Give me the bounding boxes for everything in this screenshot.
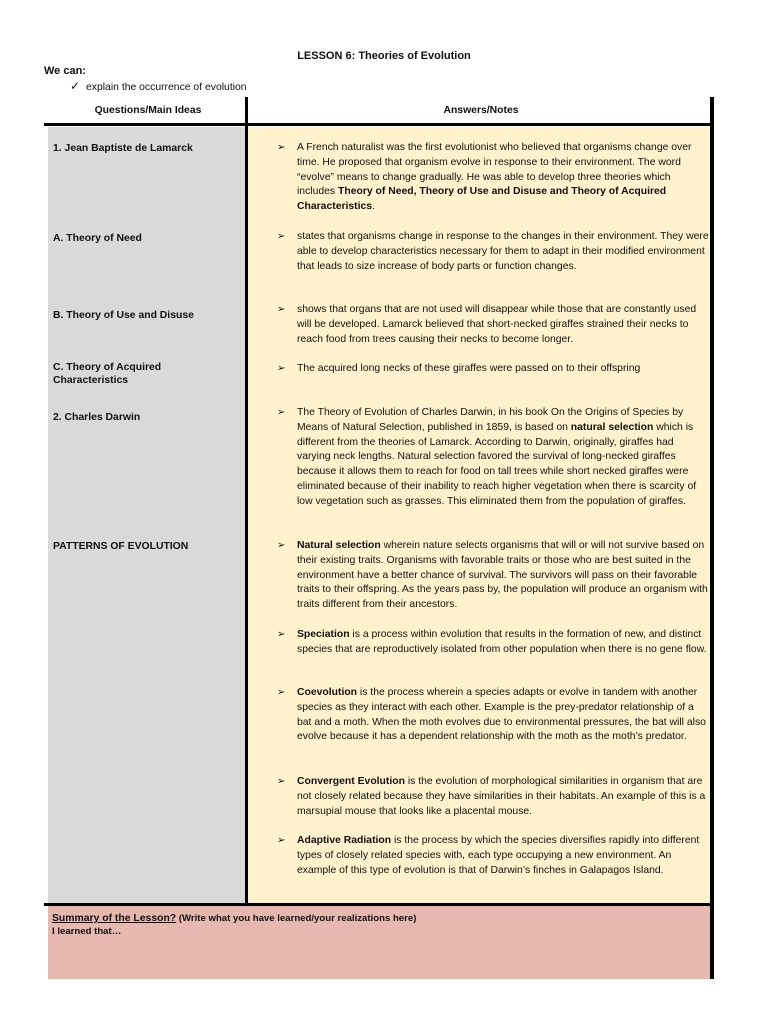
answer-text-run: The Theory of Evolution of Charles Darwin, in his book On the Origins of Species by Means of Natural Selection, published in 1859, is based on (297, 407, 684, 433)
answer-text (297, 539, 709, 613)
bullet-arrow-icon: ➢ (277, 835, 286, 846)
objective-text: explain the occurrence of evolution (86, 82, 247, 93)
answer-bold-term: Coevolution (297, 687, 358, 698)
question-darwin: 2. Charles Darwin (53, 412, 141, 423)
answer-text (297, 362, 709, 377)
bullet-arrow-icon: ➢ (277, 304, 286, 315)
header-questions: Questions/Main Ideas (94, 105, 202, 116)
notes-table-header (44, 97, 714, 126)
answer-text (297, 230, 709, 274)
answer-text-run: which is different from the theories of Lamarck. According to Darwin, originally, giraffes had varying neck lengths. Natural selection favored the survival of long-necked giraffes because it allows them to reach for food on tall trees while short necked giraffes were eliminated because of their inability to reach higher vegetation when there is scarcity of low vegetation such as grasses. This eliminated them from the population of giraffes. (297, 421, 697, 507)
check-icon: ✓ (70, 79, 81, 93)
bullet-arrow-icon: ➢ (277, 407, 286, 418)
bullet-arrow-icon: ➢ (277, 231, 286, 242)
answer-text-run: is the process wherein a species adapts or evolve in tandem with another species as they interact with each other. Example is the prey-predator relationship of a bat and a moth. When the moth evolves due to environmental pressures, the bat will also evolve because it has a dependent relationship with the moth as the moth’s predator. (297, 687, 706, 743)
bullet-arrow-icon: ➢ (277, 776, 286, 787)
answer-text (297, 686, 709, 745)
answer-bold-term: natural selection (570, 421, 654, 433)
question-acquired-characteristics: C. Theory of Acquired Characteristics (53, 362, 162, 386)
answer-bold-term: Speciation (297, 629, 350, 640)
bullet-arrow-icon: ➢ (277, 540, 286, 551)
summary-heading: Summary of the Lesson? (52, 913, 177, 924)
answer-bold-term: Adaptive Radiation (297, 835, 392, 846)
header-answers: Answers/Notes (443, 105, 519, 116)
answer-theory-of-need (277, 230, 709, 274)
bullet-arrow-icon: ➢ (277, 629, 286, 640)
answer-text-run: is the evolution of morphological similarities in organism that are not closely related because they have similarities in their habitats. An example of this is a marsupial mouse that looks like a placental mouse. (297, 776, 706, 817)
answer-natural-selection (277, 539, 709, 613)
answer-text-run: . (372, 201, 375, 213)
bullet-arrow-icon: ➢ (277, 142, 286, 153)
answer-text-run: is a process within evolution that results in the formation of new, and distinct species that are reproductively isolated from other population when there is no gene flow. (297, 629, 707, 655)
answer-text (297, 834, 709, 878)
question-use-and-disuse: B. Theory of Use and Disuse (53, 310, 194, 321)
answer-text-run: A French naturalist was the first evolutionist who believed that organisms change over time. He proposed that organism evolve in response to their environment. The word “evolve” means to change gradually. He was able to develop three theories which includes (297, 142, 692, 198)
summary-box[interactable] (48, 906, 710, 979)
answer-darwin (277, 406, 709, 510)
answer-acquired-characteristics (277, 362, 709, 377)
objective-item (70, 79, 247, 96)
summary-hint: (Write what you have learned/your realizations here) (176, 913, 417, 924)
question-patterns-of-evolution: PATTERNS OF EVOLUTION (53, 541, 189, 552)
answer-bold-term: Theory of Need, Theory of Use and Disuse and Theory of Acquired Characteristics (297, 186, 667, 213)
answer-text-run: The acquired long necks of these giraffes were passed on to their offspring (297, 363, 641, 374)
summary-right-border (710, 903, 714, 979)
we-can-label: We can: (44, 65, 86, 77)
answer-use-and-disuse (277, 303, 709, 347)
answer-convergent-evolution (277, 775, 709, 819)
question-theory-of-need: A. Theory of Need (53, 233, 142, 244)
column-divider (245, 97, 248, 905)
summary-prompt: I learned that… (52, 926, 122, 937)
bullet-arrow-icon: ➢ (277, 363, 286, 374)
answer-text-run: shows that organs that are not used will disappear while those that are constantly used will be developed. Lamarck believed that short-necked giraffes strained their necks to reach food from trees causing their necks to become longer. (297, 304, 697, 345)
header-divider (44, 123, 714, 126)
answer-speciation (277, 628, 709, 658)
answer-text (297, 406, 709, 510)
answer-bold-term: Natural selection (297, 540, 381, 551)
answer-text (297, 141, 709, 215)
bullet-arrow-icon: ➢ (277, 687, 286, 698)
answer-text-run: is the process by which the species diversifies rapidly into different types of closely related species with, each type occupying a new environment. An example of this type of evolution is that of Darwin’s finches in Galapagos Island. (297, 835, 700, 876)
answer-text (297, 775, 709, 819)
answer-coevolution (277, 686, 709, 745)
answer-text (297, 628, 709, 658)
answer-bold-term: Convergent Evolution (297, 776, 405, 787)
answer-adaptive-radiation (277, 834, 709, 878)
answer-text-run: states that organisms change in response to the changes in their environment. They were able to develop characteristics necessary for them to adapt in their modified environment that leads to size increase of body parts or function changes. (297, 231, 709, 272)
answer-lamarck (277, 141, 709, 215)
question-lamarck: 1. Jean Baptiste de Lamarck (53, 143, 193, 154)
table-right-border (710, 97, 714, 905)
lesson-title: LESSON 6: Theories of Evolution (297, 50, 471, 62)
answer-text (297, 303, 709, 347)
answer-text-run: wherein nature selects organisms that will or will not survive based on their existing traits. Organisms with favorable traits or those who are best suited in the environment have a better chance of survival. The survivors will pass on their favorable traits to their offspring. As the years pass by, the population will produce an organism with traits different from their ancestors. (297, 540, 708, 611)
